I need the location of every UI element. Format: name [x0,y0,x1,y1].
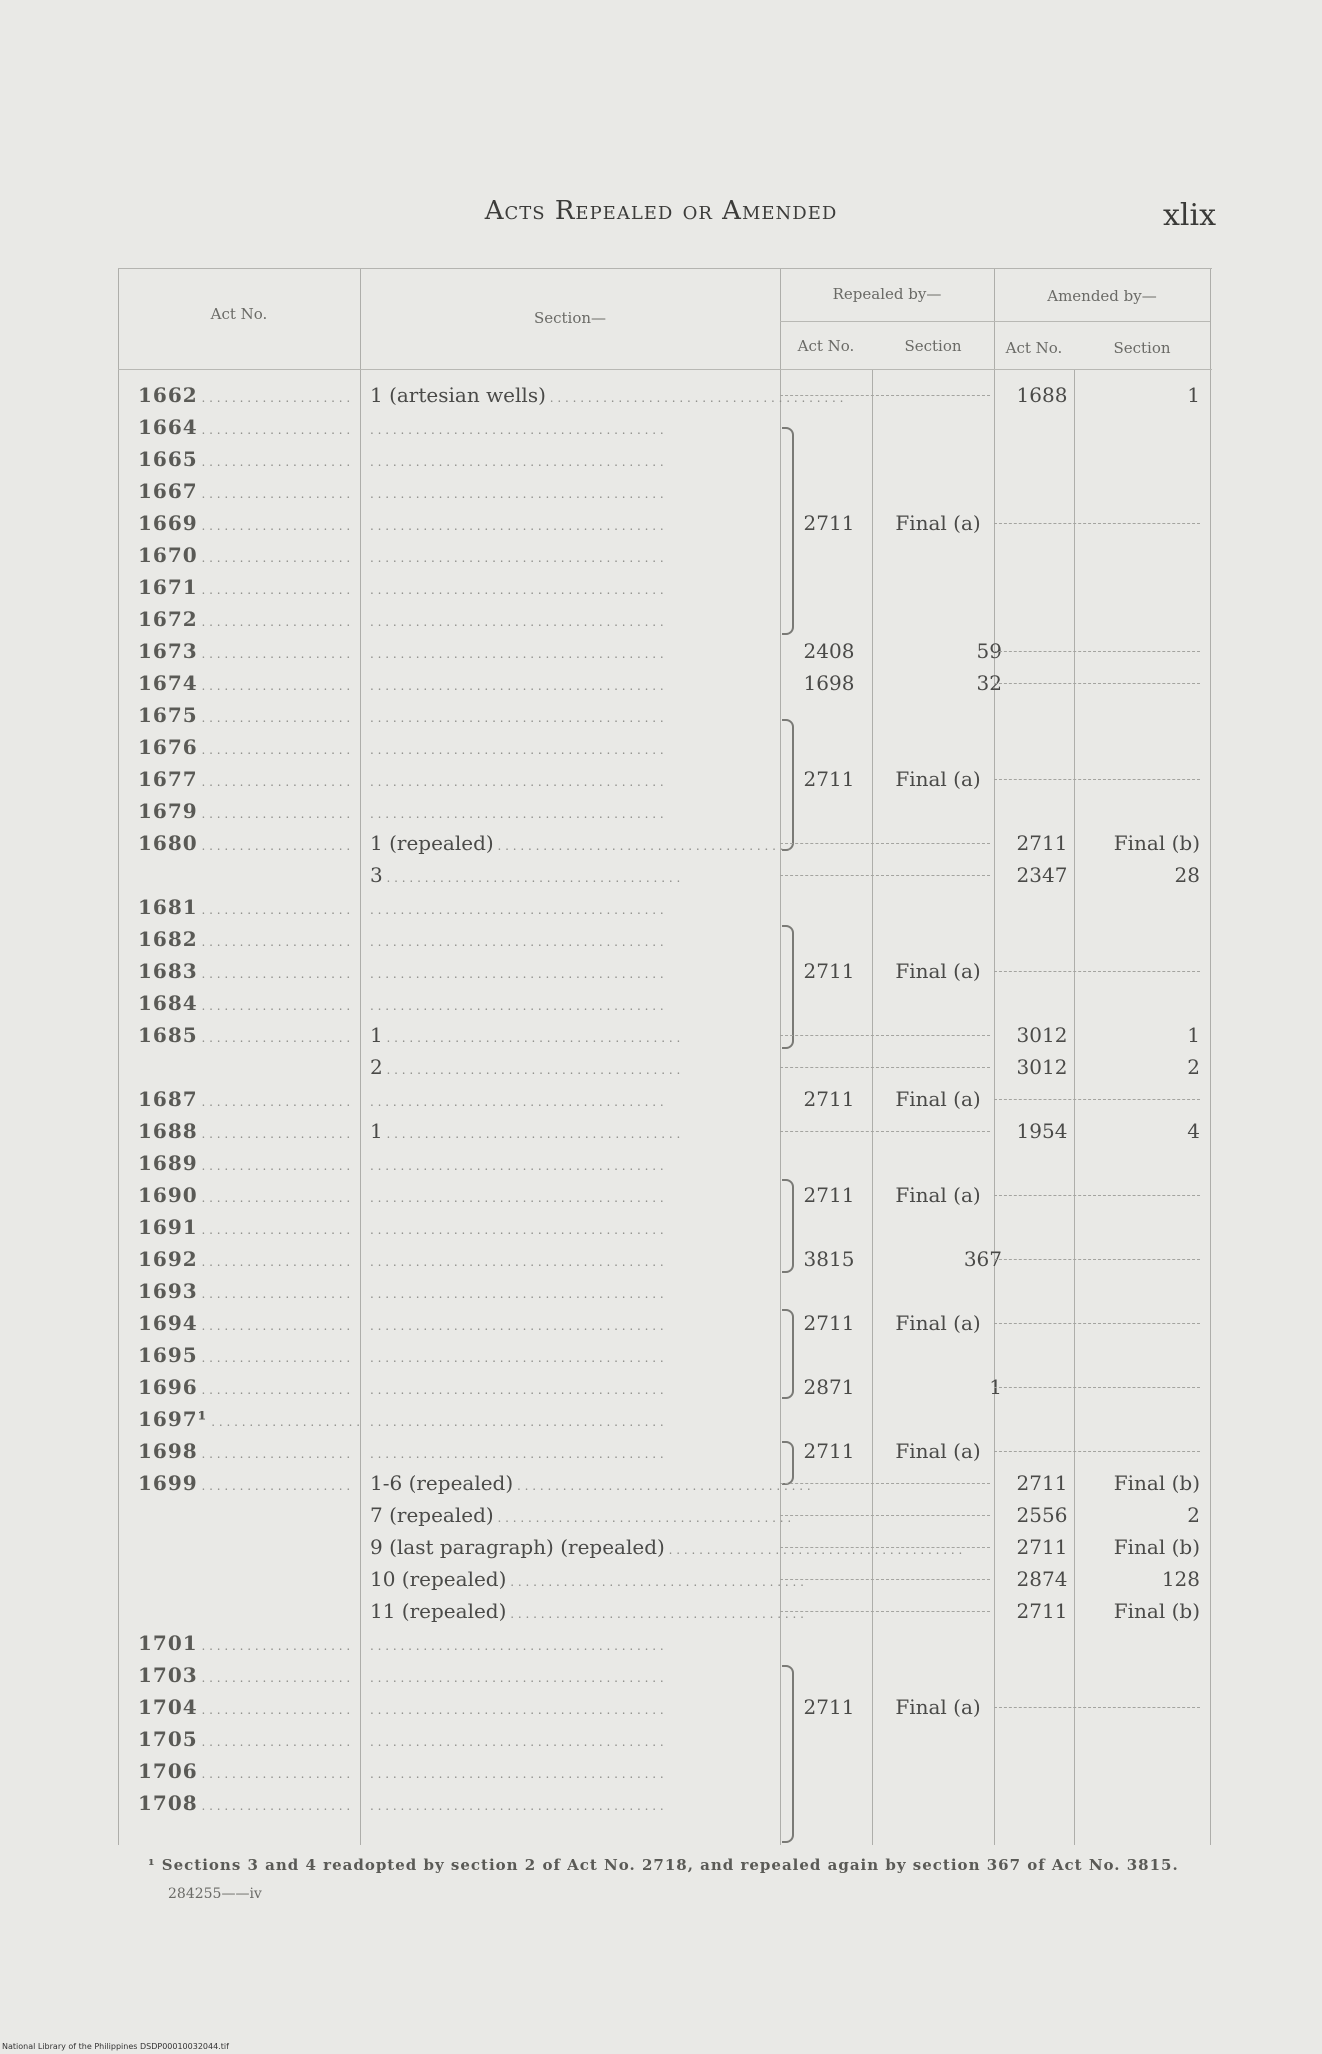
table-row: 1699 . . . 1-6 (repealed) . . . 2711 Final (b) [118,1467,1212,1499]
print-code: 284255——iv [168,1886,262,1902]
header-amended-section: Section [1113,339,1171,357]
table-row: 1689 . . . . . . [118,1147,1212,1179]
header-amended-by: Amended by— [1047,287,1157,305]
acts-table [118,268,1212,1845]
table-row: 1687 . . . . . . 2711 Final (a) [118,1083,1212,1115]
table-row: 11 (repealed) . . . 2711 Final (b) [118,1595,1212,1627]
table-row: 1679 . . . . . . [118,795,1212,827]
table-row: 1683 . . . . . . 2711 Final (a) [118,955,1212,987]
table-row: 1705 . . . . . . [118,1723,1212,1755]
header-repealed-act-no: Act No. [797,337,855,355]
table-row: 1670 . . . . . . [118,539,1212,571]
table-row: 1704 . . . . . . 2711 Final (a) [118,1691,1212,1723]
page-title: Acts Repealed or Amended [484,196,838,226]
library-watermark: National Library of the Philippines DSDP00010032044.tif [2,2042,229,2051]
table-row: 1685 . . . 1 . . . 3012 1 [118,1019,1212,1051]
table-row: 1695 . . . . . . [118,1339,1212,1371]
table-row: 1697¹ . . . . . . [118,1403,1212,1435]
table-row: 9 (last paragraph) (repealed) . . . 2711 Final (b) [118,1531,1212,1563]
table-row: 1676 . . . . . . [118,731,1212,763]
table-row: 1665 . . . . . . [118,443,1212,475]
table-row: 1693 . . . . . . [118,1275,1212,1307]
table-row: 1669 . . . . . . 2711 Final (a) [118,507,1212,539]
header-repealed-section: Section [904,337,962,355]
table-row: 1664 . . . . . . [118,411,1212,443]
table-row: 1691 . . . . . . [118,1211,1212,1243]
header-amended-act-no: Act No. [1005,339,1063,357]
header-section: Section— [533,309,607,327]
footnote: ¹ Sections 3 and 4 readopted by section 2 of Act No. 2718, and repealed again by section 367 of Act No. 3815. [148,1856,1179,1874]
table-row: 1674 . . . . . . 1698 32 [118,667,1212,699]
table-row: 1696 . . . . . . 2871 1 [118,1371,1212,1403]
table-row: 1692 . . . . . . 3815 367 [118,1243,1212,1275]
table-row: 1673 . . . . . . 2408 59 [118,635,1212,667]
table-row: 2 . . . 3012 2 [118,1051,1212,1083]
table-body [118,379,1212,1839]
table-row: 1690 . . . . . . 2711 Final (a) [118,1179,1212,1211]
table-row: 1675 . . . . . . [118,699,1212,731]
table-row: 10 (repealed) . . . 2874 128 [118,1563,1212,1595]
table-row: 1672 . . . . . . [118,603,1212,635]
header-act-no: Act No. [210,305,268,323]
table-row: 1680 . . . 1 (repealed) . . . 2711 Final (b) [118,827,1212,859]
table-row: 7 (repealed) . . . 2556 2 [118,1499,1212,1531]
table-row: 1708 . . . . . . [118,1787,1212,1819]
table-row: 1681 . . . . . . [118,891,1212,923]
table-row: 1662 . . . 1 (artesian wells) . . . 1688 1 [118,379,1212,411]
table-row: 1682 . . . . . . [118,923,1212,955]
table-row: 1684 . . . . . . [118,987,1212,1019]
table-row: 1701 . . . . . . [118,1627,1212,1659]
table-row: 1677 . . . . . . 2711 Final (a) [118,763,1212,795]
header-repealed-by: Repealed by— [832,285,942,303]
table-row: 1671 . . . . . . [118,571,1212,603]
table-row: 1667 . . . . . . [118,475,1212,507]
table-row: 3 . . . 2347 28 [118,859,1212,891]
table-row: 1698 . . . . . . 2711 Final (a) [118,1435,1212,1467]
table-row: 1694 . . . . . . 2711 Final (a) [118,1307,1212,1339]
table-row: 1703 . . . . . . [118,1659,1212,1691]
table-row: 1706 . . . . . . [118,1755,1212,1787]
table-row: 1688 . . . 1 . . . 1954 4 [118,1115,1212,1147]
page-number: xlix [1162,198,1216,233]
